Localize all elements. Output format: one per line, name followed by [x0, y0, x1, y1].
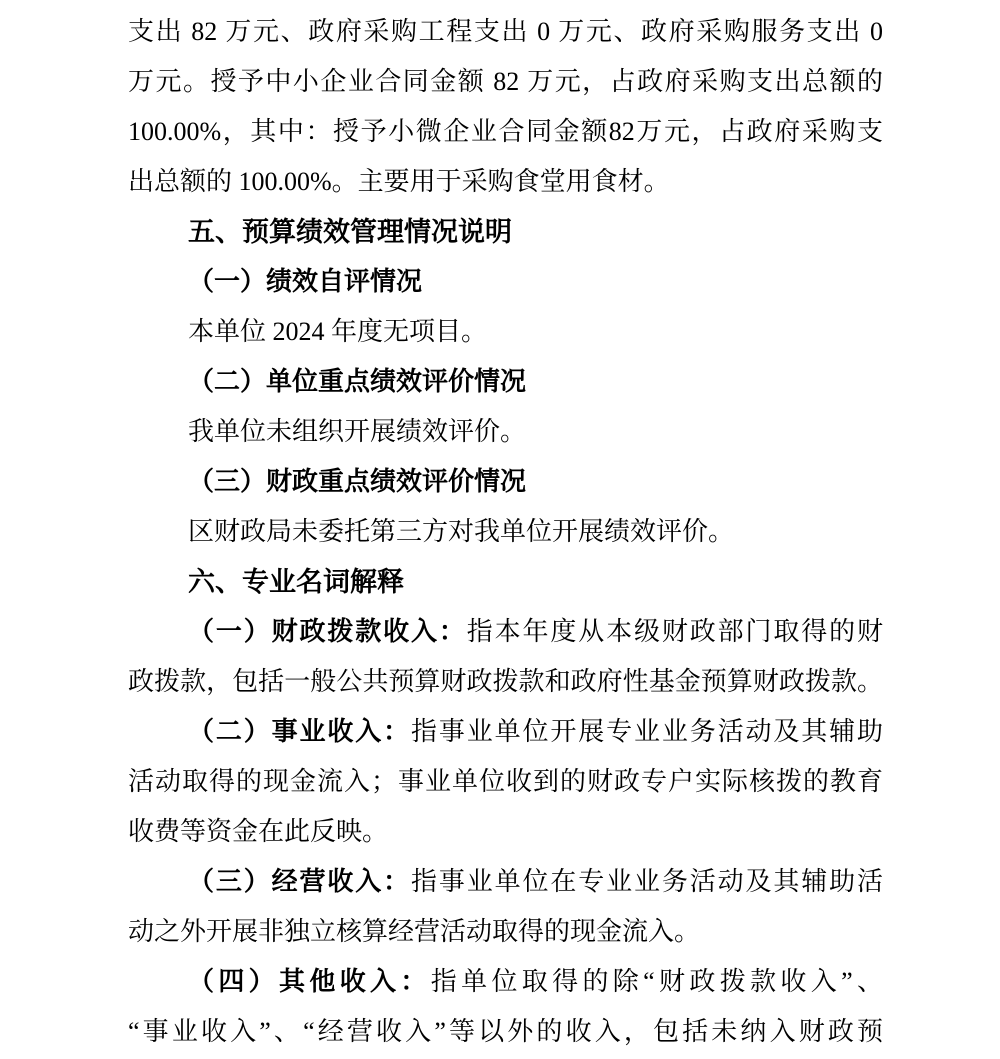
para-self-evaluation — [128, 307, 883, 357]
para-term-1-line-1 — [128, 607, 883, 657]
text-segment: 活动取得的现金流入；事业单位收到的财政专户实际核拨的教育 — [128, 767, 883, 796]
subheading-5-1 — [128, 257, 883, 307]
para-procurement-line-2 — [128, 57, 883, 107]
text-segment: （一）财政拨款收入： — [188, 617, 467, 646]
text-segment: 支出 82 万元、政府采购工程支出 0 万元、政府采购服务支出 0 — [128, 17, 883, 46]
text-segment: 六、专业名词解释 — [188, 567, 404, 597]
document-body — [128, 7, 883, 1057]
text-segment: （三）经营收入： — [188, 867, 411, 896]
para-finance-evaluation — [128, 507, 883, 557]
para-term-2-line-2 — [128, 757, 883, 807]
text-segment: “事业收入”、“经营收入”等以外的收入，包括未纳入财政预 — [128, 1017, 883, 1046]
text-segment: 我单位未组织开展绩效评价。 — [188, 417, 527, 446]
para-term-3-line-1 — [128, 857, 883, 907]
para-procurement-line-1 — [128, 7, 883, 57]
para-unit-evaluation — [128, 407, 883, 457]
text-segment: 政拨款，包括一般公共预算财政拨款和政府性基金预算财政拨款。 — [128, 667, 883, 696]
text-segment: 收费等资金在此反映。 — [128, 817, 389, 846]
text-segment: 本单位 2024 年度无项目。 — [188, 317, 488, 346]
para-term-4-line-2 — [128, 1007, 883, 1057]
text-segment: （三）财政重点绩效评价情况 — [188, 467, 527, 496]
text-segment: 动之外开展非独立核算经营活动取得的现金流入。 — [128, 917, 701, 946]
para-term-1-line-2 — [128, 657, 883, 707]
text-segment: 五、预算绩效管理情况说明 — [188, 217, 512, 247]
para-term-2-line-1 — [128, 707, 883, 757]
text-segment: 指事业单位在专业业务活动及其辅助活 — [411, 867, 883, 896]
text-segment: （一）绩效自评情况 — [188, 267, 423, 296]
text-segment: 出总额的 100.00%。主要用于采购食堂用食材。 — [128, 167, 670, 196]
text-segment: 万元。授予中小企业合同金额 82 万元，占政府采购支出总额的 — [128, 67, 883, 96]
text-segment: （二）事业收入： — [188, 717, 411, 746]
text-segment: 区财政局未委托第三方对我单位开展绩效评价。 — [188, 517, 735, 546]
text-segment: （四）其他收入： — [188, 967, 431, 996]
para-term-4-line-1 — [128, 957, 883, 1007]
para-procurement-line-4 — [128, 157, 883, 207]
para-term-3-line-2 — [128, 907, 883, 957]
text-segment: 指事业单位开展专业业务活动及其辅助 — [411, 717, 883, 746]
para-term-2-line-3 — [128, 807, 883, 857]
text-segment: 指本年度从本级财政部门取得的财 — [466, 617, 883, 646]
subheading-5-2 — [128, 357, 883, 407]
heading-section-5 — [128, 207, 883, 257]
heading-section-6 — [128, 557, 883, 607]
para-procurement-line-3 — [128, 107, 883, 157]
text-segment: 100.00%，其中：授予小微企业合同金额82万元，占政府采购支 — [128, 117, 883, 146]
text-segment: 指单位取得的除“财政拨款收入”、 — [430, 967, 883, 996]
text-segment: （二）单位重点绩效评价情况 — [188, 367, 527, 396]
subheading-5-3 — [128, 457, 883, 507]
